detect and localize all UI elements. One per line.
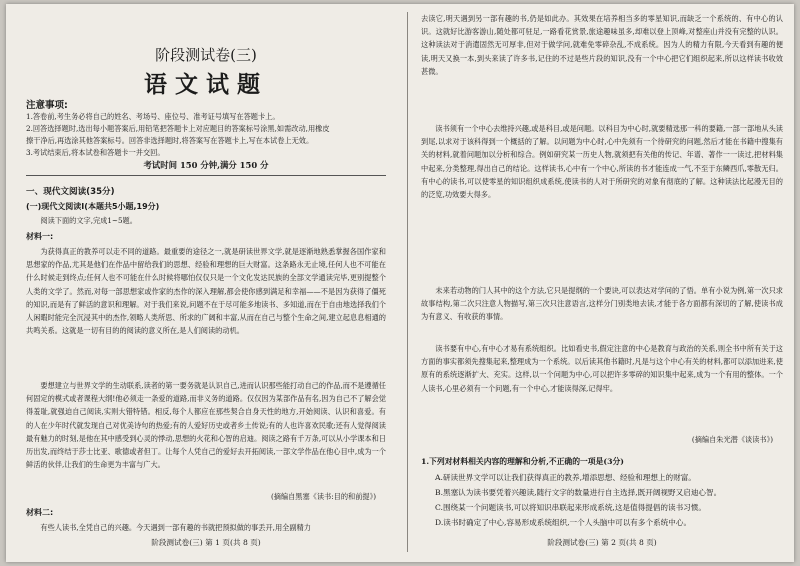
page-footer-right: 阶段测试卷(三) 第 2 页(共 8 页) — [547, 538, 657, 547]
question-1-option-a: A.研读世界文学可以让我们获得真正的教养,增添思想、经验和理想上的财富。 — [435, 473, 696, 482]
exam-sheet — [6, 4, 794, 562]
page-footer-left: 阶段测试卷(三) 第 1 页(共 8 页) — [151, 538, 261, 547]
notice-item: 1.答卷前,考生务必将自己的姓名、考场号、座位号、准考证号填写在答题卡上。 — [26, 112, 280, 121]
material-two-paragraph: 读书要有中心,有中心才易有系统组织。比如看史书,假定注意的中心是教育与政治的关系,则全书中所有关于这方面的事实都须先搜集起来,整理成为一个系统。以后读其他书籍时,凡是与这个中心有关的材料,都可以添加进来,使原有的系统逐渐扩大、充实。这样,以一个问题为中心,可以把许多零碎的知识集中起来,成为一个有用的整体。一个人读书,心里必须有一个问题,有一个中心,才能读得深,记得牢。 — [421, 344, 783, 393]
material-two-start: 有些人读书,全凭自己的兴趣。今天遇到一部有趣的书就把预拟做的事丢开,用全副精力 — [40, 523, 311, 532]
question-1-option-d: D.读书时确定了中心,容易形成系统组织,一个人头脑中可以有多个系统中心。 — [435, 518, 692, 527]
notice-item: 2.回答选择题时,选出每小题答案后,用铅笔把答题卡上对应题目的答案标号涂黑,如需改动,用橡皮 — [26, 124, 330, 133]
subsection-title: (一)现代文阅读Ⅰ(本题共5小题,19分) — [26, 202, 160, 211]
exam-subtitle: 阶段测试卷(三) — [155, 46, 257, 64]
material-two-paragraph: 未来若动物的门人其中的这个方法,它只是提纲的一个要诀,可以表达对学问的了悟。单有小说为例,第一次只求故事结构,第二次只注意人物描写,第三次只注意语言,这样分门别类地去读,才能于各方面都有深切的了解,使读书成为有意义、有收获的事情。 — [421, 286, 783, 322]
notice-item: 3.考试结束后,将本试卷和答题卡一并交回。 — [26, 148, 165, 157]
material-one-source: (摘编自黑塞《读书:目的和前提》) — [270, 492, 376, 501]
material-two-label: 材料二: — [26, 508, 54, 517]
notice-list — [26, 111, 382, 159]
notice-heading: 注意事项: — [26, 100, 68, 111]
question-1-title: 1.下列对材料相关内容的理解和分析,不正确的一项是(3分) — [421, 457, 624, 466]
question-1-option-b: B.黑塞认为读书要凭着兴趣读,随行文字的数量进行自主选择,既开阔视野又启迪心智。 — [435, 488, 722, 497]
material-two-paragraph: 读书须有一个中心去维持兴趣,或是科目,或是问题。以科目为中心时,就要精选那一科的要籍,一部一部地从头读到尾,以求对于该科得到一个概括的了解。以问题为中心时,心中先须有一个待研究的问题,然后才能在书籍中搜集有关的材料,就着问题加以分析和综合。例如研究某一历史人物,就须把有关他的传记、年谱、著作一一读过,把材料集中起来,分类整理,得出自己的结论。这样读书,心中有一个中心,所读的书才能连成一气,不至于东鳞西爪,零散无归。有中心的读书,可以使零星的知识组织成系统,使读书的人对于所研究的对象有彻底的了解。这种读法比起漫无目的的泛览,功效要大得多。 — [421, 124, 783, 200]
material-one-paragraph: 要想建立与世界文学的生动联系,读者的第一要务就是认识自己,进而认识那些能打动自己的作品,而不是遵循任何固定的模式或者课程大纲!他必须走一条爱的道路,而非义务的道路。仅仅因为某部作品有名,因为自己不了解会觉得羞耻,就强迫自己阅读,实则大错特错。相反,每个人都应在那些契合自身天性的地方,开始阅读、认识和喜爱。有的人在少年时代就发现自己对优美诗句的热爱;有的人爱好历史或者乡土传说;有的人也许喜欢民歌;还有人觉得阅读最有魅力的时刻,是他在其中感受到心灵的悸动,思想的火花和心智的启迪。阅读之路有千万条,可以从小学课本和日历出发,而终结于莎士比亚、歌德或者但丁。让每个人凭自己的爱好去开拓阅读,一部文学作品在他心目中,成为一个鲜活的伙伴,让我们的生命更为丰富与广大。 — [26, 381, 386, 470]
question-1-option-c: C.围绕某一个问题读书,可以将知识串联起来形成系统,这是值得提倡的读书习惯。 — [435, 503, 706, 512]
reading-instruction: 阅读下面的文字,完成1~5题。 — [40, 216, 137, 225]
exam-time: 考试时间 150 分钟,满分 150 分 — [143, 160, 269, 170]
page-divider — [407, 12, 408, 552]
notice-item: 擦干净后,再选涂其他答案标号。回答非选择题时,将答案写在答题卡上,写在本试卷上无效。 — [26, 136, 314, 145]
header-divider — [26, 175, 386, 176]
material-two-source: (摘编自朱光潜《谈读书》) — [691, 435, 773, 444]
material-one-label: 材料一: — [26, 232, 54, 241]
section-title: 一、现代文阅读(35分) — [26, 187, 115, 197]
material-one-paragraph: 为获得真正的教养可以走不同的道路。最重要的途径之一,就是研读世界文学,就是逐渐地熟悉掌握各国作家和思想家的作品,尤其是他们在作品中留给我们的思想、经验和理想的巨大财富。这条路永无止境,任何人也不可能在什么时候走到终点;任何人也不可能在什么时候将哪怕仅仅只是一个文化发达民族的全部文学通读完毕,更别提整个人类的文学了。然而,对每一部思想家或作家的杰作的深入理解,都会使你感到满足和幸福——不是因为获得了僵死的知识,而是有了鲜活的意识和理解。对于我们来说,问题不在于尽可能多地读书、多知道,而在于自由地选择我们个人闲暇时能完全沉浸其中的杰作,领略人类所思、所求的广阔和丰富,从而在自己与整个生命之间,建立起息息相通的共鸣关系。这就是一切有目的的阅读的意义所在,是人们阅读的动机。 — [26, 247, 386, 336]
exam-title: 语文试题 — [144, 72, 268, 98]
material-two-paragraph: 去读它,明天遇到另一部有趣的书,仍是如此办。其效果在培养相当多的零星知识,而缺乏一个系统的、有中心的认识。这就好比游客游山,随处都可驻足,一路看花赏景,旅途趣味虽多,却难以登上顶峰,对整座山并没有完整的认识。这种读法对于消遣固然无可厚非,但对于做学问,就难免零碎杂乱,不成系统。因为人的精力有限,今天看到有趣的便读,明天又换一本,到头来读了许多书,记住的不过是些片段的知识,没有一个中心把它们组织起来,所以这样读书收效甚微。 — [421, 14, 783, 76]
